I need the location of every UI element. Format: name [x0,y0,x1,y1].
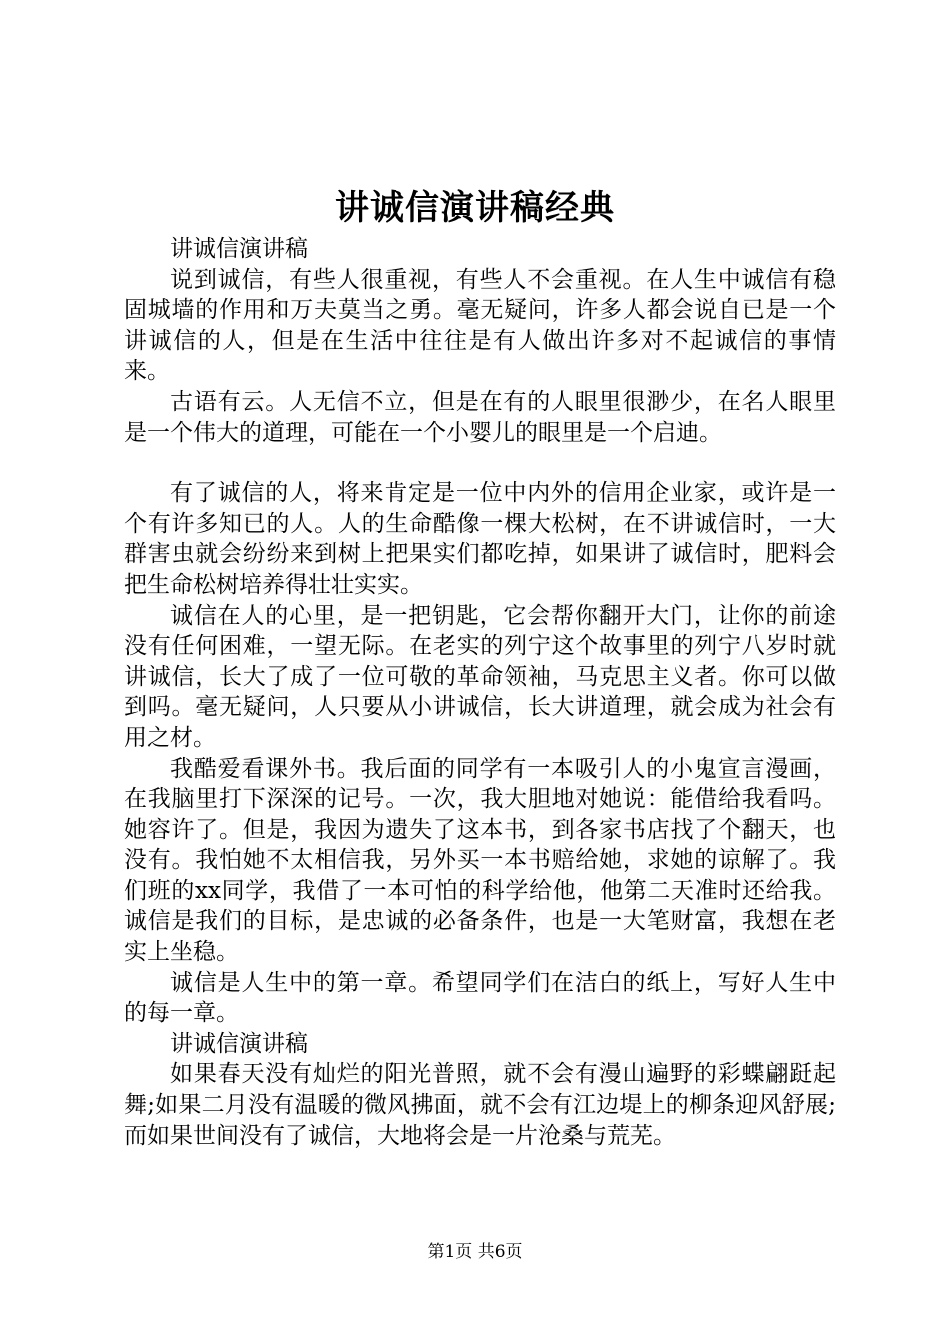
paragraph-6: 我酷爱看课外书。我后面的同学有一本吸引人的小鬼宣言漫画，在我脑里打下深深的记号。一次，我大胆地对她说：能借给我看吗。她容许了。但是，我因为遗失了这本书，到各家书店找了个翻天，也没有。我怕她不太相信我，另外买一本书赔给她，求她的谅解了。我们班的xx同学，我借了一本可怕的科学给他，他第二天准时还给我。诚信是我们的目标，是忠诚的必备条件，也是一大笔财富，我想在老实上坐稳。 [124,755,836,966]
page-footer: 第1页 共6页 [427,1242,523,1262]
paragraph-2: 说到诚信，有些人很重视，有些人不会重视。在人生中诚信有稳固城墙的作用和万夫莫当之勇。毫无疑问，许多人都会说自已是一个讲诚信的人，但是在生活中往往是有人做出许多对不起诚信的事情来。 [124,266,836,385]
paragraph-4: 有了诚信的人，将来肯定是一位中内外的信用企业家，或许是一个有许多知已的人。人的生命酷像一棵大松树，在不讲诚信时，一大群害虫就会纷纷来到树上把果实们都吃掉，如果讲了诚信时，肥料会把生命松树培养得壮壮实实。 [124,480,836,598]
document-title: 讲诚信演讲稿经典 [335,188,615,228]
paragraph-subheading-2: 讲诚信演讲稿 [170,1030,308,1057]
paragraph-7: 诚信是人生中的第一章。希望同学们在洁白的纸上，写好人生中的每一章。 [124,969,836,1027]
document-body [124,234,836,1151]
paragraph-5: 诚信在人的心里，是一把钥匙，它会帮你翻开大门，让你的前途没有任何困难，一望无际。在老实的列宁这个故事里的列宁八岁时就讲诚信，长大了成了一位可敬的革命领袖，马克思主义者。你可以做到吗。毫无疑问，人只要从小讲诚信，长大讲道理，就会成为社会有用之材。 [124,602,836,751]
paragraph-subheading-1: 讲诚信演讲稿 [170,236,308,262]
paragraph-9: 如果春天没有灿烂的阳光普照，就不会有漫山遍野的彩蝶翩跹起舞;如果二月没有温暖的微风拂面，就不会有江边堤上的柳条迎风舒展;而如果世间没有了诚信，大地将会是一片沧桑与荒芜。 [124,1061,836,1149]
paragraph-3: 古语有云。人无信不立，但是在有的人眼里很渺少，在名人眼里是一个伟大的道理，可能在一个小婴儿的眼里是一个启迪。 [124,388,836,446]
